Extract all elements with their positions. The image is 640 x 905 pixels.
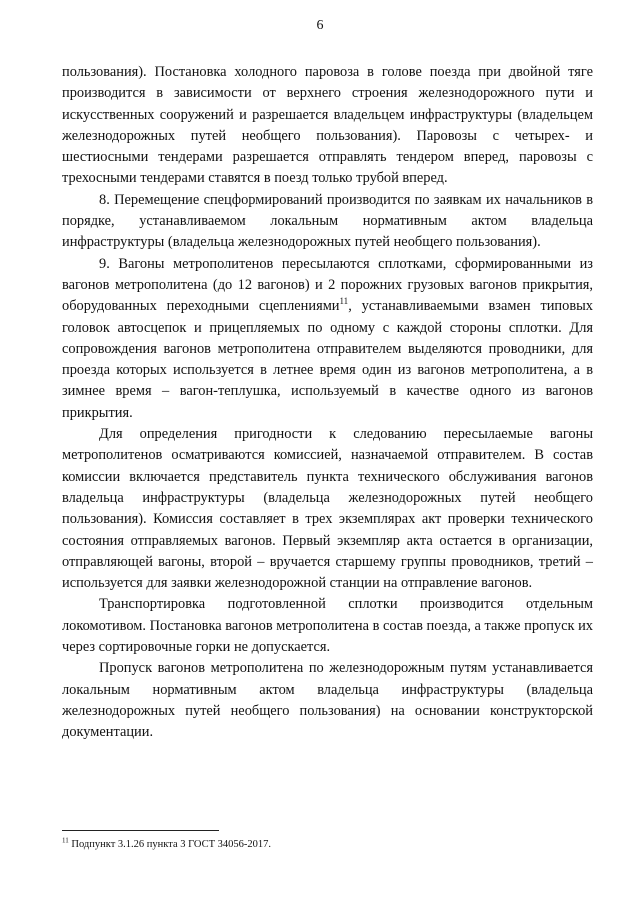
paragraph-item-8: 8. Перемещение спецформирований производится по заявкам их начальников в порядке, устанавливаемом локальным нормативным актом владельца инфраструктуры (владельца железнодорожных путей необщего пользования). — [62, 191, 593, 251]
footnote-divider — [62, 830, 219, 831]
paragraph-transportation: Транспортировка подготовленной сплотки производится отдельным локомотивом. Постановка вагонов метрополитена в состав поезда, а также пропуск их через сортировочные горки не допускается. — [62, 596, 593, 656]
paragraph-continuation: пользования). Постановка холодного паровоза в голове поезда при двойной тяге производится в зависимости от верхнего строения железнодорожного пути и искусственных сооружений и разрешается владельцем инфраструктуры (владельцем железнодорожных путей необщего пользования). Паровозы с четырех- и шестиосными тендерами разрешается отправлять тендером вперед, паровозы с трехосными тендерами ставятся в поезд только трубой вперед. — [62, 64, 593, 187]
page-number: 6 — [316, 18, 324, 33]
body-text — [62, 62, 593, 744]
paragraph-item-9 — [62, 254, 593, 424]
footnote-text: Подпункт 3.1.26 пункта 3 ГОСТ 34056-2017. — [68, 839, 272, 850]
paragraph-item-9-text-before: 9. Вагоны метрополитенов пересылаются сплотками, сформированными из вагонов метрополитена (до 12 вагонов) и 2 порожних грузовых вагонов прикрытия, оборудованных переходными сцеплениями — [62, 255, 593, 315]
paragraph-inspection-commission: Для определения пригодности к следованию пересылаемые вагоны метрополитенов осматриваются комиссией, назначаемой отправителем. В состав комиссии включается представитель пункта технического обслуживания вагонов владельца инфраструктуры (владельца железнодорожных путей необщего пользования). Комиссия составляет в трех экземплярах акт проверки технического состояния отправляемых вагонов. Первый экземпляр акта остается в организации, отправляющей вагоны, второй – вручается старшему группы проводников, третий – используется для заявки железнодорожной станции на отправление вагонов. — [62, 426, 593, 592]
footnote — [62, 838, 593, 852]
footnote-number: 11 — [62, 836, 69, 845]
paragraph-passage: Пропуск вагонов метрополитена по железнодорожным путям устанавливается локальным нормативным актом владельца инфраструктуры (владельца железнодорожных путей необщего пользования) на основании конструкторской документации. — [62, 660, 593, 741]
paragraph-item-9-text-after: , устанавливаемыми взамен типовых головок автосцепок и прицепляемых по одному с каждой стороны сплотки. Для сопровождения вагонов метрополитена отправителем выделяются проводники, для проезда которых используется в летнее время один из вагонов метрополитена, а в зимнее время – вагон-теплушка, используемый в качестве одного из вагонов прикрытия. — [62, 298, 593, 421]
footnote-reference: 11 — [339, 296, 349, 307]
